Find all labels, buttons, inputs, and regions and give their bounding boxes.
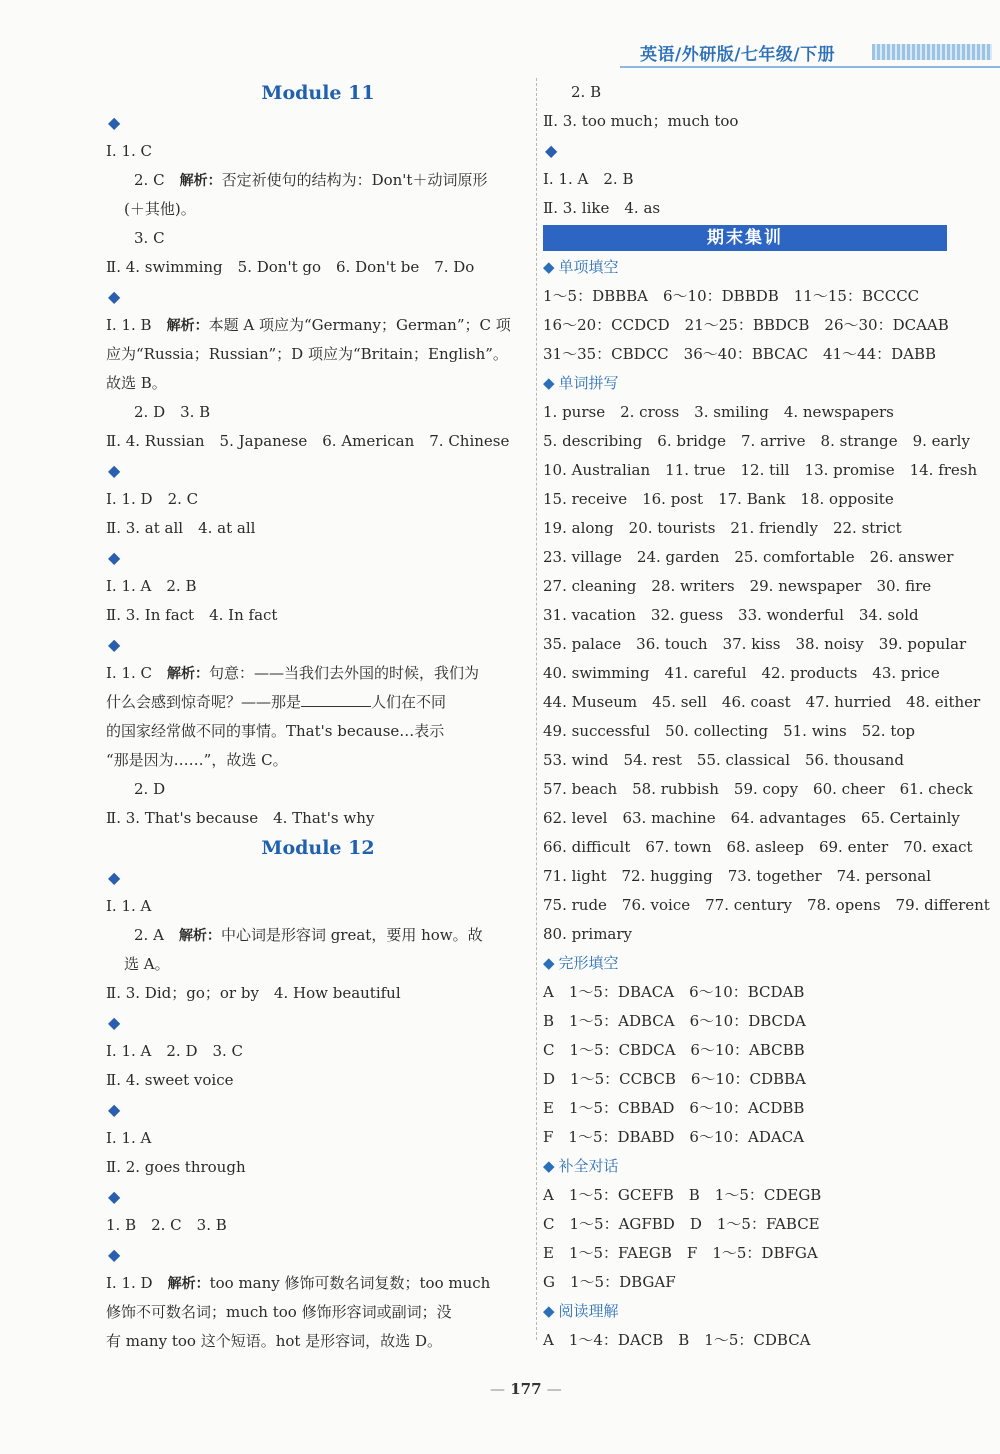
answer-row: Ⅱ. 3. Did；go；or by 4. How beautiful bbox=[106, 984, 401, 1002]
answer-row: 1. B 2. C 3. B bbox=[106, 1216, 227, 1234]
answer-row: 5. describing 6. bridge 7. arrive 8. strange 9. early bbox=[543, 432, 970, 450]
answer-row: 2. B bbox=[571, 83, 602, 101]
answer-row: 2. D bbox=[134, 780, 166, 798]
answer-explanation: 故选 B。 bbox=[106, 374, 167, 392]
diamond-icon: ◆ bbox=[108, 1100, 121, 1119]
header-decoration bbox=[872, 44, 992, 60]
answer-row: 40. swimming 41. careful 42. products 43. price bbox=[543, 664, 940, 682]
answer-explanation: 有 many too 这个短语。hot 是形容词，故选 D。 bbox=[106, 1332, 442, 1350]
answer-row: 53. wind 54. rest 55. classical 56. thousand bbox=[543, 751, 904, 769]
answer-row: C 1～5：CBDCA 6～10：ABCBB bbox=[543, 1041, 805, 1059]
page-number: — 177 — bbox=[490, 1380, 562, 1398]
answer-row: Ⅰ. 1. A 2. B bbox=[106, 577, 197, 595]
answer-explanation: (＋其他)。 bbox=[124, 200, 196, 218]
answer-explanation: “那是因为……”，故选 C。 bbox=[106, 751, 288, 769]
answer-row: Ⅱ. 3. That's because 4. That's why bbox=[106, 809, 375, 827]
answer-row: 16～20：CCDCD 21～25：BBDCB 26～30：DCAAB bbox=[543, 316, 949, 334]
answer-row: 80. primary bbox=[543, 925, 633, 943]
diamond-icon: ◆ bbox=[543, 954, 555, 972]
answer-explanation: 什么会感到惊奇呢？——那是 人们在不同 bbox=[106, 693, 447, 711]
answer-row: 62. level 63. machine 64. advantages 65. Certainly bbox=[543, 809, 960, 827]
answer-row: 15. receive 16. post 17. Bank 18. opposite bbox=[543, 490, 894, 508]
answer-row: 23. village 24. garden 25. comfortable 26. answer bbox=[543, 548, 954, 566]
answer-row: Ⅰ. 1. A bbox=[106, 1129, 152, 1147]
left-column bbox=[106, 78, 530, 1356]
answer-explanation: 选 A。 bbox=[124, 955, 170, 973]
diamond-icon: ◆ bbox=[543, 374, 555, 392]
answer-row: E 1～5：CBBAD 6～10：ACDBB bbox=[543, 1099, 805, 1117]
answer-row: G 1～5：DBGAF bbox=[543, 1273, 676, 1291]
answer-explanation: 的国家经常做不同的事情。That's because…表示 bbox=[106, 722, 445, 740]
answer-row: 49. successful 50. collecting 51. wins 52. top bbox=[543, 722, 915, 740]
answer-row: 1. purse 2. cross 3. smiling 4. newspapers bbox=[543, 403, 894, 421]
section-spelling: ◆ 单词拼写 bbox=[543, 374, 619, 392]
header-rule bbox=[620, 66, 1000, 68]
diamond-icon: ◆ bbox=[543, 1302, 555, 1320]
answer-row: Ⅱ. 4. Russian 5. Japanese 6. American 7. Chinese bbox=[106, 432, 510, 450]
answer-row: 31. vacation 32. guess 33. wonderful 34. sold bbox=[543, 606, 919, 624]
answer-row: 1～5：DBBBA 6～10：DBBDB 11～15：BCCCC bbox=[543, 287, 920, 305]
diamond-icon: ◆ bbox=[545, 141, 558, 160]
section-single-choice: ◆ 单项填空 bbox=[543, 258, 619, 276]
answer-row: Ⅰ. 1. D 解析：too many 修饰可数名词复数；too much bbox=[106, 1274, 491, 1292]
answer-row: 44. Museum 45. sell 46. coast 47. hurried 48. either bbox=[543, 693, 981, 711]
answer-row: 2. C 解析：否定祈使句的结构为：Don't＋动词原形 bbox=[134, 171, 488, 189]
final-review-title: 期末集训 bbox=[543, 225, 947, 251]
answer-row: A 1～5：GCEFB B 1～5：CDEGB bbox=[543, 1186, 822, 1204]
diamond-icon: ◆ bbox=[543, 1157, 555, 1175]
answer-row: Ⅱ. 3. too much；much too bbox=[543, 112, 739, 130]
answer-row: 3. C bbox=[134, 229, 165, 247]
right-column bbox=[543, 78, 990, 1355]
answer-row: A 1～4：DACB B 1～5：CDBCA bbox=[543, 1331, 811, 1349]
section-dialogue: ◆ 补全对话 bbox=[543, 1157, 619, 1175]
answer-row: 27. cleaning 28. writers 29. newspaper 30. fire bbox=[543, 577, 932, 595]
answer-row: 35. palace 36. touch 37. kiss 38. noisy 39. popular bbox=[543, 635, 967, 653]
answer-row: Ⅱ. 3. at all 4. at all bbox=[106, 519, 256, 537]
answer-row: A 1～5：DBACA 6～10：BCDAB bbox=[543, 983, 805, 1001]
column-divider bbox=[536, 78, 537, 1340]
answer-row: Ⅱ. 3. In fact 4. In fact bbox=[106, 606, 278, 624]
answer-row: Ⅰ. 1. B 解析：本题 A 项应为“Germany；German”；C 项 bbox=[106, 316, 511, 334]
answer-row: B 1～5：ADBCA 6～10：DBCDA bbox=[543, 1012, 806, 1030]
answer-row: 66. difficult 67. town 68. asleep 69. enter 70. exact bbox=[543, 838, 973, 856]
answer-row: 57. beach 58. rubbish 59. copy 60. cheer 61. check bbox=[543, 780, 973, 798]
diamond-icon: ◆ bbox=[108, 1187, 121, 1206]
answer-row: 19. along 20. tourists 21. friendly 22. strict bbox=[543, 519, 902, 537]
answer-row: Ⅱ. 3. like 4. as bbox=[543, 199, 661, 217]
diamond-icon: ◆ bbox=[108, 113, 121, 132]
module-12-title: Module 12 bbox=[261, 837, 375, 859]
diamond-icon: ◆ bbox=[108, 1013, 121, 1032]
answer-row: 75. rude 76. voice 77. century 78. opens 79. different bbox=[543, 896, 990, 914]
answer-row: Ⅰ. 1. D 2. C bbox=[106, 490, 199, 508]
diamond-icon: ◆ bbox=[108, 635, 121, 654]
answer-row: F 1～5：DBABD 6～10：ADACA bbox=[543, 1128, 805, 1146]
answer-row: 10. Australian 11. true 12. till 13. promise 14. fresh bbox=[543, 461, 978, 479]
module-11-title: Module 11 bbox=[261, 82, 375, 104]
answer-row: 2. A 解析：中心词是形容词 great，要用 how。故 bbox=[134, 926, 483, 944]
answer-row: Ⅰ. 1. A bbox=[106, 897, 152, 915]
answer-row: Ⅱ. 4. sweet voice bbox=[106, 1071, 234, 1089]
answer-row: 71. light 72. hugging 73. together 74. personal bbox=[543, 867, 932, 885]
answer-row: Ⅰ. 1. A 2. D 3. C bbox=[106, 1042, 244, 1060]
answer-row: 2. D 3. B bbox=[134, 403, 211, 421]
section-cloze: ◆ 完形填空 bbox=[543, 954, 619, 972]
answer-row: Ⅰ. 1. A 2. B bbox=[543, 170, 634, 188]
answer-row: Ⅱ. 2. goes through bbox=[106, 1158, 246, 1176]
answer-row: Ⅰ. 1. C bbox=[106, 142, 153, 160]
header-title: 英语/外研版/七年级/下册 bbox=[640, 45, 836, 65]
diamond-icon: ◆ bbox=[108, 868, 121, 887]
answer-explanation: 修饰不可数名词；much too 修饰形容词或副词；没 bbox=[106, 1303, 452, 1321]
page-header bbox=[620, 38, 1000, 66]
answer-row: D 1～5：CCBCB 6～10：CDBBA bbox=[543, 1070, 806, 1088]
diamond-icon: ◆ bbox=[108, 548, 121, 567]
answer-row: 31～35：CBDCC 36～40：BBCAC 41～44：DABB bbox=[543, 345, 937, 363]
answer-row: E 1～5：FAEGB F 1～5：DBFGA bbox=[543, 1244, 818, 1262]
answer-row: Ⅱ. 4. swimming 5. Don't go 6. Don't be 7. Do bbox=[106, 258, 475, 276]
diamond-icon: ◆ bbox=[543, 258, 555, 276]
answer-explanation: 应为“Russia；Russian”；D 项应为“Britain；English”。 bbox=[106, 345, 508, 363]
diamond-icon: ◆ bbox=[108, 1245, 121, 1264]
answer-row: Ⅰ. 1. C 解析：句意：——当我们去外国的时候，我们为 bbox=[106, 664, 480, 682]
diamond-icon: ◆ bbox=[108, 287, 121, 306]
section-reading: ◆ 阅读理解 bbox=[543, 1302, 619, 1320]
answer-row: C 1～5：AGFBD D 1～5：FABCE bbox=[543, 1215, 820, 1233]
diamond-icon: ◆ bbox=[108, 461, 121, 480]
fill-blank bbox=[301, 692, 371, 707]
